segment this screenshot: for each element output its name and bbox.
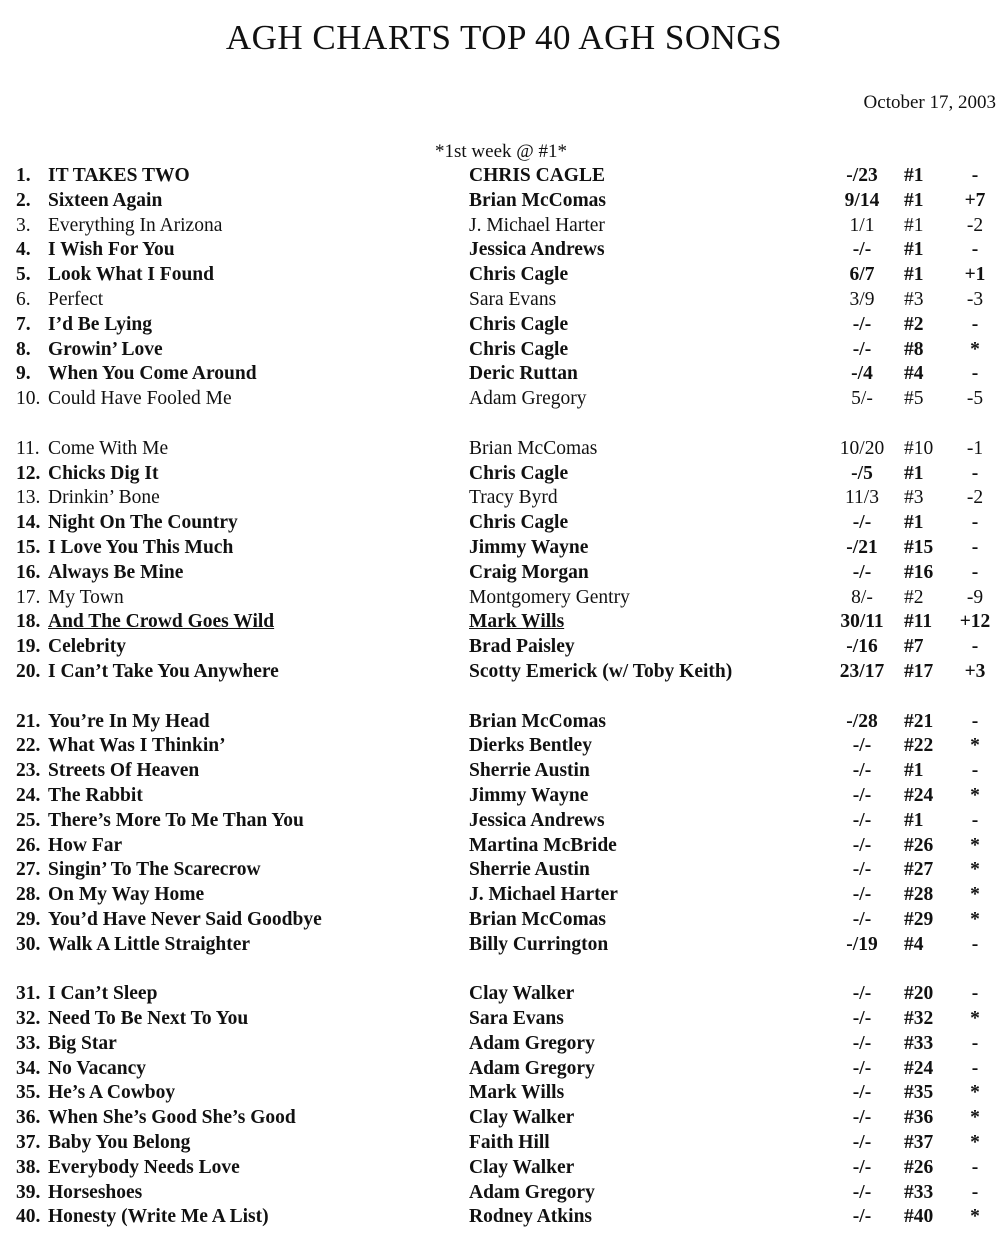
artist: Scotty Emerick (w/ Toby Keith) <box>469 660 733 682</box>
peak: #1 <box>904 239 924 261</box>
artist: Clay Walker <box>469 983 575 1005</box>
move: - <box>971 1181 979 1203</box>
peak: #33 <box>904 1181 934 1203</box>
peak: #1 <box>904 189 924 211</box>
song-rank: 19. <box>16 636 41 658</box>
move: * <box>970 1107 980 1129</box>
weeks: -/- <box>852 760 872 782</box>
song-title: I Can’t Sleep <box>48 983 158 1005</box>
weeks: -/- <box>852 512 872 534</box>
artist: Sherrie Austin <box>469 760 590 782</box>
peak: #2 <box>904 586 924 608</box>
artist: Chris Cagle <box>469 512 569 534</box>
weeks: 5/- <box>851 388 873 410</box>
move: - <box>971 462 979 484</box>
song-title: How Far <box>48 834 123 856</box>
song-row <box>0 263 1008 288</box>
peak: #10 <box>904 437 934 459</box>
weeks: -/- <box>852 561 872 583</box>
peak: #1 <box>904 214 924 236</box>
song-row <box>0 858 1008 883</box>
artist: Tracy Byrd <box>469 487 558 509</box>
move: -2 <box>966 487 984 509</box>
move: - <box>971 710 979 732</box>
song-rank: 30. <box>16 933 41 955</box>
peak: #37 <box>904 1132 934 1154</box>
song-row <box>0 238 1008 263</box>
song-title: On My Way Home <box>48 884 205 906</box>
weeks: -/- <box>852 809 872 831</box>
peak: #8 <box>904 338 924 360</box>
song-row <box>0 486 1008 511</box>
song-rank: 12. <box>16 462 41 484</box>
song-row <box>0 362 1008 387</box>
artist: Brian McComas <box>469 710 607 732</box>
song-title: I Love You This Much <box>48 536 234 558</box>
song-rank: 31. <box>16 983 41 1005</box>
song-row <box>0 908 1008 933</box>
weeks: -/- <box>852 983 872 1005</box>
artist: Martina McBride <box>469 834 617 856</box>
song-rank: 11. <box>16 437 40 459</box>
artist: Adam Gregory <box>469 1181 595 1203</box>
song-title: Need To Be Next To You <box>48 1008 249 1030</box>
peak: #2 <box>904 313 924 335</box>
peak: #16 <box>904 561 934 583</box>
weeks: -/- <box>852 1206 872 1228</box>
artist: Rodney Atkins <box>469 1206 592 1228</box>
song-rank: 24. <box>16 784 41 806</box>
weeks: -/- <box>852 1032 872 1054</box>
weeks: -/- <box>852 784 872 806</box>
song-rank: 5. <box>16 264 31 286</box>
move: -2 <box>966 214 984 236</box>
song-title: Always Be Mine <box>48 561 184 583</box>
song-rank: 15. <box>16 536 41 558</box>
song-list <box>0 164 1008 1230</box>
song-row <box>0 610 1008 635</box>
weeks: -/- <box>852 1156 872 1178</box>
song-title: The Rabbit <box>48 784 143 806</box>
song-rank: 38. <box>16 1156 41 1178</box>
weeks: -/- <box>852 908 872 930</box>
song-rank: 6. <box>16 288 31 310</box>
move: * <box>970 1008 980 1030</box>
peak: #27 <box>904 859 934 881</box>
artist: Jessica Andrews <box>469 809 605 831</box>
weeks: -/- <box>852 1132 872 1154</box>
song-row <box>0 933 1008 958</box>
move: - <box>971 1057 979 1079</box>
artist: Mark Wills <box>469 611 565 633</box>
artist: Craig Morgan <box>469 561 589 583</box>
peak: #24 <box>904 1057 934 1079</box>
song-rank: 1. <box>16 165 31 186</box>
peak: #3 <box>904 288 924 310</box>
song-title: Growin’ Love <box>48 338 163 360</box>
weeks: 10/20 <box>839 437 885 459</box>
artist: Sherrie Austin <box>469 859 590 881</box>
song-title: IT TAKES TWO <box>48 165 190 186</box>
artist: Montgomery Gentry <box>469 586 630 608</box>
peak: #4 <box>904 363 924 385</box>
song-title: Walk A Little Straighter <box>48 933 251 955</box>
song-title: Baby You Belong <box>48 1132 191 1154</box>
move: * <box>970 735 980 757</box>
song-row <box>0 214 1008 239</box>
peak: #11 <box>904 611 933 633</box>
song-rank: 37. <box>16 1132 41 1154</box>
weeks: -/5 <box>851 462 873 484</box>
song-row <box>0 561 1008 586</box>
artist: J. Michael Harter <box>469 214 605 236</box>
song-title: My Town <box>48 586 124 608</box>
peak: #17 <box>904 660 934 682</box>
song-rank: 9. <box>16 363 31 385</box>
weeks: -/- <box>852 1057 872 1079</box>
weeks: -/16 <box>846 636 878 658</box>
move: * <box>970 1132 980 1154</box>
peak: #1 <box>904 462 924 484</box>
song-row <box>0 834 1008 859</box>
weeks: -/- <box>852 1181 872 1203</box>
song-title: Horseshoes <box>48 1181 143 1203</box>
song-row <box>0 164 1008 189</box>
peak: #1 <box>904 165 924 186</box>
artist: Jessica Andrews <box>469 239 605 261</box>
song-title: Drinkin’ Bone <box>48 487 160 509</box>
song-title: Everybody Needs Love <box>48 1156 240 1178</box>
song-row <box>0 734 1008 759</box>
song-rank: 13. <box>16 487 41 509</box>
weeks: 23/17 <box>839 660 885 682</box>
artist: Clay Walker <box>469 1107 575 1129</box>
move: - <box>971 636 979 658</box>
move: - <box>971 536 979 558</box>
artist: Brian McComas <box>469 189 607 211</box>
move: - <box>971 313 979 335</box>
song-title: Night On The Country <box>48 512 238 534</box>
song-rank: 4. <box>16 239 31 261</box>
move: - <box>971 809 979 831</box>
song-rank: 26. <box>16 834 41 856</box>
move: - <box>971 1156 979 1178</box>
song-title: Perfect <box>48 288 104 310</box>
artist: Faith Hill <box>469 1132 550 1154</box>
artist: Chris Cagle <box>469 313 569 335</box>
move: +3 <box>964 660 986 682</box>
song-title: Could Have Fooled Me <box>48 388 232 410</box>
song-title: I Can’t Take You Anywhere <box>48 660 279 682</box>
song-rank: 33. <box>16 1032 41 1054</box>
move: - <box>971 512 979 534</box>
peak: #3 <box>904 487 924 509</box>
song-row <box>0 536 1008 561</box>
peak: #5 <box>904 388 924 410</box>
peak: #32 <box>904 1008 934 1030</box>
song-title: There’s More To Me Than You <box>48 809 304 831</box>
song-row <box>0 982 1008 1007</box>
weeks: 9/14 <box>844 189 880 211</box>
move: * <box>970 834 980 856</box>
song-title: I Wish For You <box>48 239 175 261</box>
song-row <box>0 288 1008 313</box>
song-row <box>0 809 1008 834</box>
song-rank: 34. <box>16 1057 41 1079</box>
song-title: You’re In My Head <box>48 710 210 732</box>
song-title: Chicks Dig It <box>48 462 159 484</box>
artist: Brad Paisley <box>469 636 575 658</box>
song-title: Streets Of Heaven <box>48 760 200 782</box>
song-row <box>0 586 1008 611</box>
song-title: Honesty (Write Me A List) <box>48 1206 269 1228</box>
song-rank: 36. <box>16 1107 41 1129</box>
song-row <box>0 660 1008 685</box>
song-rank: 28. <box>16 884 41 906</box>
song-rank: 2. <box>16 189 31 211</box>
move: -5 <box>966 388 984 410</box>
song-title: Celebrity <box>48 636 126 658</box>
peak: #22 <box>904 735 934 757</box>
song-title: Look What I Found <box>48 264 214 286</box>
move: - <box>971 165 979 186</box>
weeks: -/- <box>852 313 872 335</box>
song-title: What Was I Thinkin’ <box>48 735 226 757</box>
peak: #21 <box>904 710 934 732</box>
move: - <box>971 933 979 955</box>
song-row <box>0 338 1008 363</box>
move: - <box>971 239 979 261</box>
song-title: I’d Be Lying <box>48 313 153 335</box>
song-row <box>0 1007 1008 1032</box>
song-rank: 16. <box>16 561 41 583</box>
peak: #7 <box>904 636 924 658</box>
artist: Sara Evans <box>469 288 557 310</box>
move: +12 <box>959 611 991 633</box>
song-rank: 40. <box>16 1206 41 1228</box>
song-rank: 23. <box>16 760 41 782</box>
song-rank: 39. <box>16 1181 41 1203</box>
move: - <box>971 983 979 1005</box>
song-rank: 32. <box>16 1008 41 1030</box>
song-title: When She’s Good She’s Good <box>48 1107 296 1129</box>
move: * <box>970 884 980 906</box>
song-title: He’s A Cowboy <box>48 1082 176 1104</box>
peak: #26 <box>904 834 934 856</box>
artist: Brian McComas <box>469 908 607 930</box>
artist: Adam Gregory <box>469 388 587 410</box>
song-row <box>0 1156 1008 1181</box>
peak: #1 <box>904 760 924 782</box>
peak: #26 <box>904 1156 934 1178</box>
song-rank: 27. <box>16 859 41 881</box>
artist: Adam Gregory <box>469 1057 595 1079</box>
first-week-note: *1st week @ #1* <box>435 141 568 162</box>
weeks: 3/9 <box>849 288 875 310</box>
move: +7 <box>964 189 986 211</box>
song-row <box>0 387 1008 412</box>
peak: #1 <box>904 264 924 286</box>
weeks: -/- <box>852 834 872 856</box>
song-row <box>0 1081 1008 1106</box>
move: - <box>971 561 979 583</box>
song-row <box>0 437 1008 462</box>
artist: Clay Walker <box>469 1156 575 1178</box>
artist: CHRIS CAGLE <box>469 165 605 186</box>
weeks: -/- <box>852 1107 872 1129</box>
weeks: -/23 <box>846 165 878 186</box>
peak: #36 <box>904 1107 934 1129</box>
song-row <box>0 1106 1008 1131</box>
song-row <box>0 1205 1008 1230</box>
peak: #24 <box>904 784 934 806</box>
weeks: -/- <box>852 239 872 261</box>
artist: Sara Evans <box>469 1008 564 1030</box>
song-title: And The Crowd Goes Wild <box>48 611 275 633</box>
move: - <box>971 760 979 782</box>
song-rank: 3. <box>16 214 31 236</box>
move: * <box>970 908 980 930</box>
weeks: 6/7 <box>849 264 875 286</box>
weeks: -/- <box>852 735 872 757</box>
peak: #4 <box>904 933 924 955</box>
song-rank: 20. <box>16 660 41 682</box>
peak: #20 <box>904 983 934 1005</box>
song-row <box>0 511 1008 536</box>
peak: #1 <box>904 512 924 534</box>
move: - <box>971 363 979 385</box>
song-title: Sixteen Again <box>48 189 163 211</box>
artist: Dierks Bentley <box>469 735 592 757</box>
peak: #15 <box>904 536 934 558</box>
peak: #33 <box>904 1032 934 1054</box>
song-row <box>0 1131 1008 1156</box>
weeks: -/- <box>852 1082 872 1104</box>
peak: #40 <box>904 1206 934 1228</box>
song-rank: 10. <box>16 388 41 410</box>
song-row <box>0 759 1008 784</box>
song-title: Singin’ To The Scarecrow <box>48 859 261 881</box>
weeks: 8/- <box>851 586 873 608</box>
song-row <box>0 462 1008 487</box>
move: +1 <box>964 264 986 286</box>
song-title: You’d Have Never Said Goodbye <box>48 908 322 930</box>
song-rank: 25. <box>16 809 41 831</box>
peak: #29 <box>904 908 934 930</box>
weeks: -/4 <box>851 363 873 385</box>
song-row <box>0 784 1008 809</box>
page-title: AGH CHARTS TOP 40 AGH SONGS <box>225 18 783 57</box>
song-rank: 18. <box>16 611 41 633</box>
peak: #1 <box>904 809 924 831</box>
song-rank: 22. <box>16 735 41 757</box>
move: -9 <box>966 586 984 608</box>
move: * <box>970 784 980 806</box>
song-row <box>0 635 1008 660</box>
artist: Jimmy Wayne <box>469 536 589 558</box>
song-row <box>0 1181 1008 1206</box>
artist: Billy Currington <box>469 933 609 955</box>
weeks: -/19 <box>846 933 878 955</box>
song-rank: 29. <box>16 908 41 930</box>
peak: #35 <box>904 1082 934 1104</box>
weeks: -/- <box>852 884 872 906</box>
move: * <box>970 1082 980 1104</box>
artist: Chris Cagle <box>469 264 569 286</box>
move: -1 <box>966 437 984 459</box>
artist: Chris Cagle <box>469 462 569 484</box>
peak: #28 <box>904 884 934 906</box>
weeks: -/- <box>852 859 872 881</box>
weeks: -/- <box>852 338 872 360</box>
artist: Mark Wills <box>469 1082 565 1104</box>
move: * <box>970 859 980 881</box>
weeks: -/28 <box>846 710 878 732</box>
artist: Jimmy Wayne <box>469 784 589 806</box>
artist: Chris Cagle <box>469 338 569 360</box>
weeks: 1/1 <box>849 214 875 236</box>
song-rank: 8. <box>16 338 31 360</box>
weeks: 11/3 <box>845 487 879 509</box>
weeks: -/- <box>852 1008 872 1030</box>
song-row <box>0 189 1008 214</box>
move: -3 <box>966 288 984 310</box>
artist: Deric Ruttan <box>469 363 578 385</box>
song-title: Big Star <box>48 1032 117 1054</box>
song-title: No Vacancy <box>48 1057 147 1079</box>
song-row <box>0 710 1008 735</box>
song-row <box>0 313 1008 338</box>
weeks: 30/11 <box>840 611 884 633</box>
song-rank: 14. <box>16 512 41 534</box>
move: * <box>970 1206 980 1228</box>
song-title: Everything In Arizona <box>48 214 223 236</box>
move: - <box>971 1032 979 1054</box>
artist: Brian McComas <box>469 437 598 459</box>
weeks: -/21 <box>846 536 878 558</box>
song-title: When You Come Around <box>48 363 257 385</box>
song-row <box>0 883 1008 908</box>
song-title: Come With Me <box>48 437 169 459</box>
artist: Adam Gregory <box>469 1032 595 1054</box>
song-rank: 17. <box>16 586 41 608</box>
song-row <box>0 1057 1008 1082</box>
song-row <box>0 1032 1008 1057</box>
song-rank: 35. <box>16 1082 41 1104</box>
artist: J. Michael Harter <box>469 884 618 906</box>
move: * <box>970 338 980 360</box>
chart-date: October 17, 2003 <box>863 92 996 113</box>
song-rank: 21. <box>16 710 41 732</box>
song-rank: 7. <box>16 313 31 335</box>
